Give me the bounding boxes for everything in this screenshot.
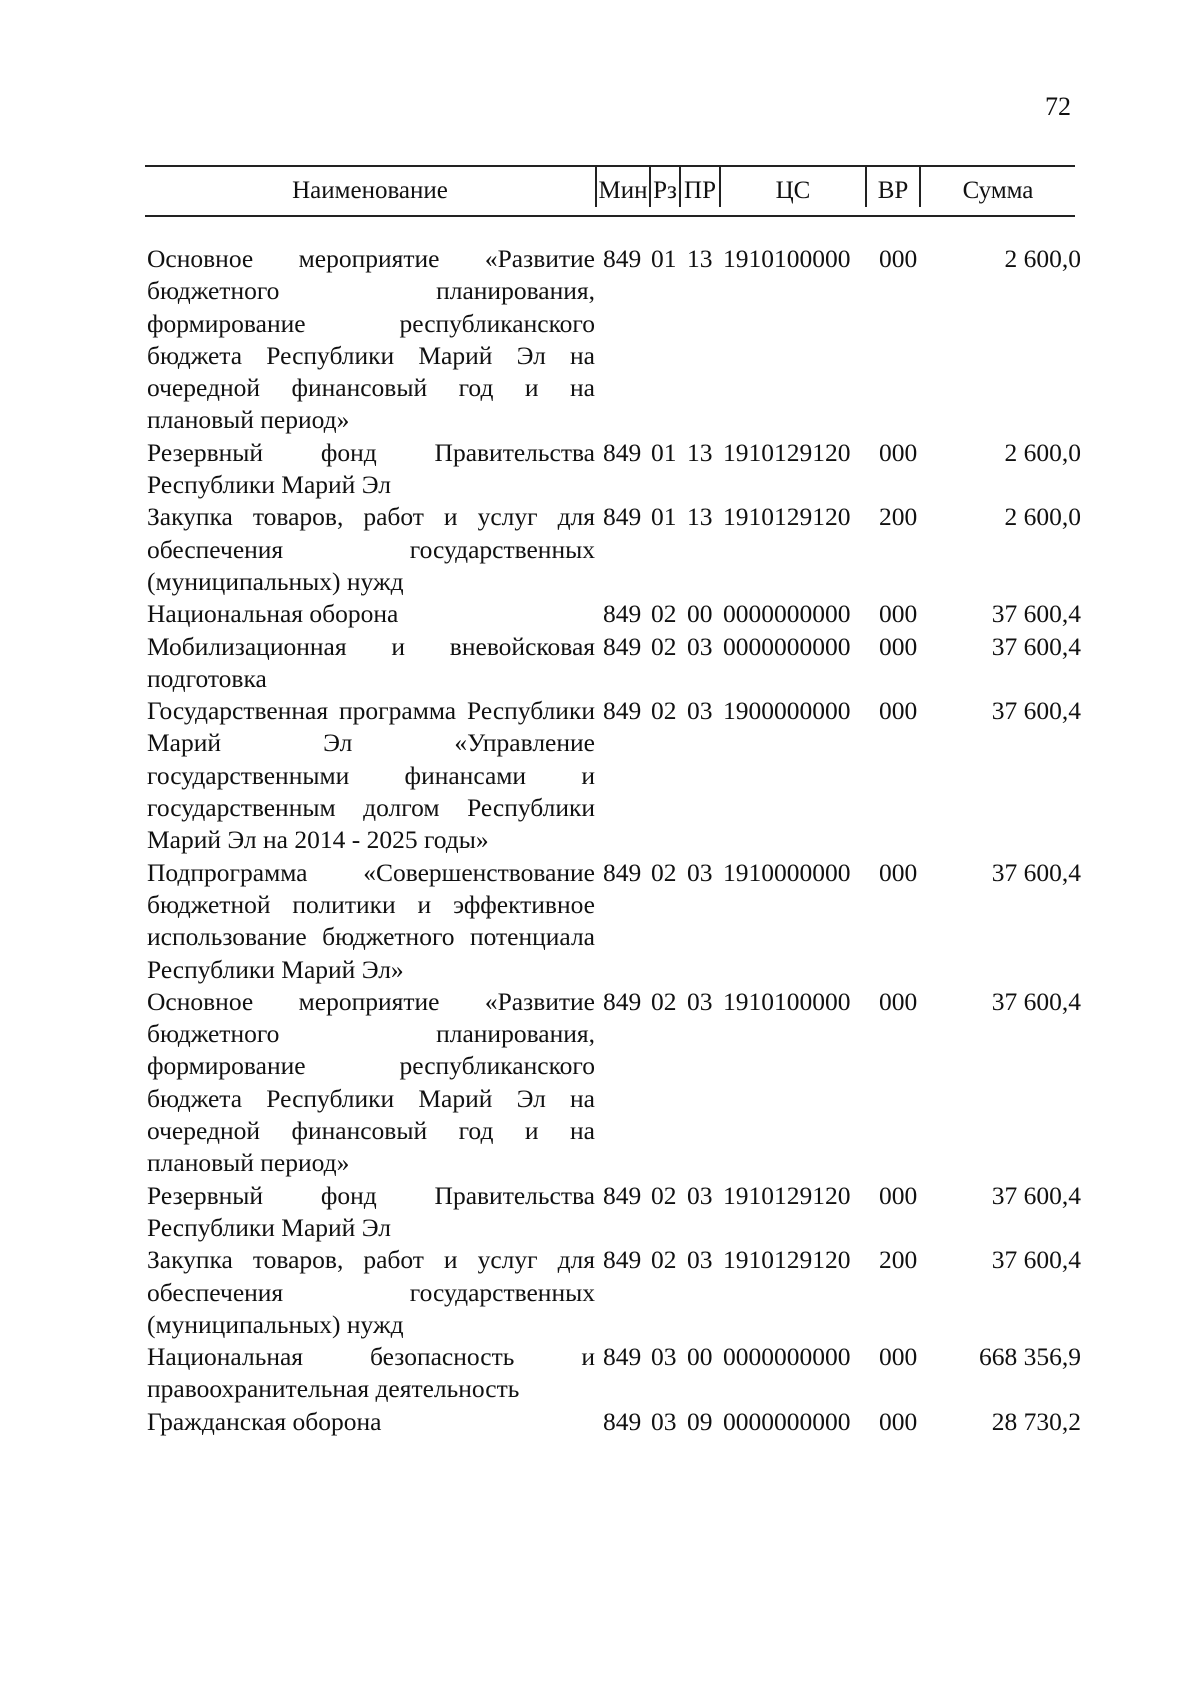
row-vr: 000 [879, 599, 918, 629]
row-vr: 000 [879, 631, 918, 661]
row-vr: 200 [879, 502, 918, 532]
page-number: 72 [1045, 92, 1071, 121]
row-sum: 37 600,4 [991, 599, 1081, 629]
row-cs: 1910129120 [723, 1180, 851, 1210]
row-rz: 01 [651, 244, 677, 273]
row-rz: 02 [651, 1245, 677, 1275]
row-sum: 37 600,4 [991, 1245, 1081, 1275]
row-name: Национальная безопасность и правоохранительная деятельность [147, 1342, 595, 1404]
row-cs: 0000000000 [723, 599, 851, 629]
header-rz: Рз [653, 177, 677, 204]
row-pr: 03 [687, 986, 713, 1016]
header-pr: ПР [684, 177, 716, 204]
row-sum: 37 600,4 [991, 696, 1081, 726]
row-min: 849 [603, 244, 642, 273]
header-sum: Сумма [962, 177, 1034, 204]
table-row [147, 1341, 1087, 1406]
table-row [147, 857, 1087, 986]
header-vr: ВР [877, 177, 909, 204]
table-header [145, 165, 1075, 217]
row-pr: 03 [687, 1180, 713, 1210]
row-cs: 1910100000 [723, 986, 851, 1016]
row-min: 849 [603, 437, 642, 467]
row-min: 849 [603, 1245, 642, 1275]
row-name: Подпрограмма «Совершенствование бюджетной политики и эффективное использование бюджетного потенциала Республики Марий Эл» [147, 857, 595, 984]
header-min: Мин [598, 177, 648, 204]
row-sum: 2 600,0 [1004, 437, 1081, 467]
row-sum: 37 600,4 [991, 986, 1081, 1016]
row-pr: 03 [687, 696, 713, 726]
row-rz: 02 [651, 1180, 677, 1210]
row-pr: 13 [687, 502, 713, 532]
table-row [147, 1180, 1087, 1245]
row-rz: 03 [651, 1342, 677, 1372]
row-name: Мобилизационная и вневойсковая подготовка [147, 631, 595, 693]
row-vr: 000 [879, 1180, 918, 1210]
row-cs: 0000000000 [723, 1342, 851, 1372]
row-pr: 13 [687, 244, 713, 273]
row-cs: 1910129120 [723, 1245, 851, 1275]
table-row [147, 986, 1087, 1180]
row-name: Основное мероприятие «Развитие бюджетного планирования, формирование республиканского бюджета Республики Марий Эл на очередной финансовый год и на плановый период» [147, 244, 595, 435]
table-row [147, 1244, 1087, 1341]
row-cs: 0000000000 [723, 1406, 851, 1436]
row-rz: 03 [651, 1406, 677, 1436]
row-min: 849 [603, 631, 642, 661]
row-pr: 03 [687, 631, 713, 661]
row-name: Резервный фонд Правительства Республики Марий Эл [147, 437, 595, 500]
row-min: 849 [603, 696, 642, 726]
row-rz: 02 [651, 631, 677, 661]
row-sum: 28 730,2 [991, 1406, 1081, 1436]
header-name: Наименование [292, 177, 448, 204]
table-body [147, 243, 1087, 1438]
row-min: 849 [603, 502, 642, 532]
row-pr: 09 [687, 1406, 713, 1436]
row-name: Основное мероприятие «Развитие бюджетного планирования, формирование республиканского бюджета Республики Марий Эл на очередной финансовый год и на плановый период» [147, 986, 595, 1178]
row-sum: 37 600,4 [991, 631, 1081, 661]
row-name: Закупка товаров, работ и услуг для обеспечения государственных (муниципальных) нужд [147, 1245, 595, 1339]
row-vr: 000 [879, 696, 918, 726]
row-min: 849 [603, 1342, 642, 1372]
row-pr: 00 [687, 599, 713, 629]
row-pr: 13 [687, 437, 713, 467]
row-rz: 02 [651, 986, 677, 1016]
row-cs: 0000000000 [723, 631, 851, 661]
table-row [147, 501, 1087, 598]
row-vr: 000 [879, 244, 918, 273]
table-row [147, 695, 1087, 856]
table-row [147, 598, 1087, 630]
row-min: 849 [603, 599, 642, 629]
table-row [147, 243, 1087, 437]
row-name: Государственная программа Республики Марий Эл «Управление государственными финансами и государственным долгом Республики Марий Эл на 2014 - 2025 годы» [147, 696, 595, 855]
header-cs: ЦС [775, 177, 811, 204]
row-min: 849 [603, 1180, 642, 1210]
row-sum: 37 600,4 [991, 1180, 1081, 1210]
row-vr: 000 [879, 857, 918, 887]
row-min: 849 [603, 1406, 642, 1436]
row-cs: 1910129120 [723, 437, 851, 467]
row-sum: 37 600,4 [991, 857, 1081, 887]
row-vr: 000 [879, 437, 918, 467]
row-vr: 000 [879, 986, 918, 1016]
row-name: Закупка товаров, работ и услуг для обеспечения государственных (муниципальных) нужд [147, 502, 595, 596]
row-cs: 1910000000 [723, 857, 851, 887]
row-rz: 01 [651, 502, 677, 532]
table-row [147, 631, 1087, 696]
row-rz: 02 [651, 857, 677, 887]
row-vr: 000 [879, 1342, 918, 1372]
row-pr: 03 [687, 857, 713, 887]
row-cs: 1910100000 [723, 244, 851, 273]
table-row [147, 1406, 1087, 1438]
row-vr: 000 [879, 1406, 918, 1436]
row-rz: 02 [651, 696, 677, 726]
row-min: 849 [603, 986, 642, 1016]
row-rz: 02 [651, 599, 677, 629]
row-name: Резервный фонд Правительства Республики Марий Эл [147, 1180, 595, 1242]
row-pr: 00 [687, 1342, 713, 1372]
row-sum: 668 356,9 [979, 1342, 1081, 1372]
row-rz: 01 [651, 437, 677, 467]
row-sum: 2 600,0 [1004, 502, 1081, 532]
row-min: 849 [603, 857, 642, 887]
row-vr: 200 [879, 1245, 918, 1275]
row-sum: 2 600,0 [1004, 244, 1081, 273]
row-cs: 1910129120 [723, 502, 851, 532]
table-row [147, 437, 1087, 502]
row-name: Национальная оборона [147, 599, 399, 629]
row-name: Гражданская оборона [147, 1406, 382, 1436]
row-pr: 03 [687, 1245, 713, 1275]
row-cs: 1900000000 [723, 696, 851, 726]
